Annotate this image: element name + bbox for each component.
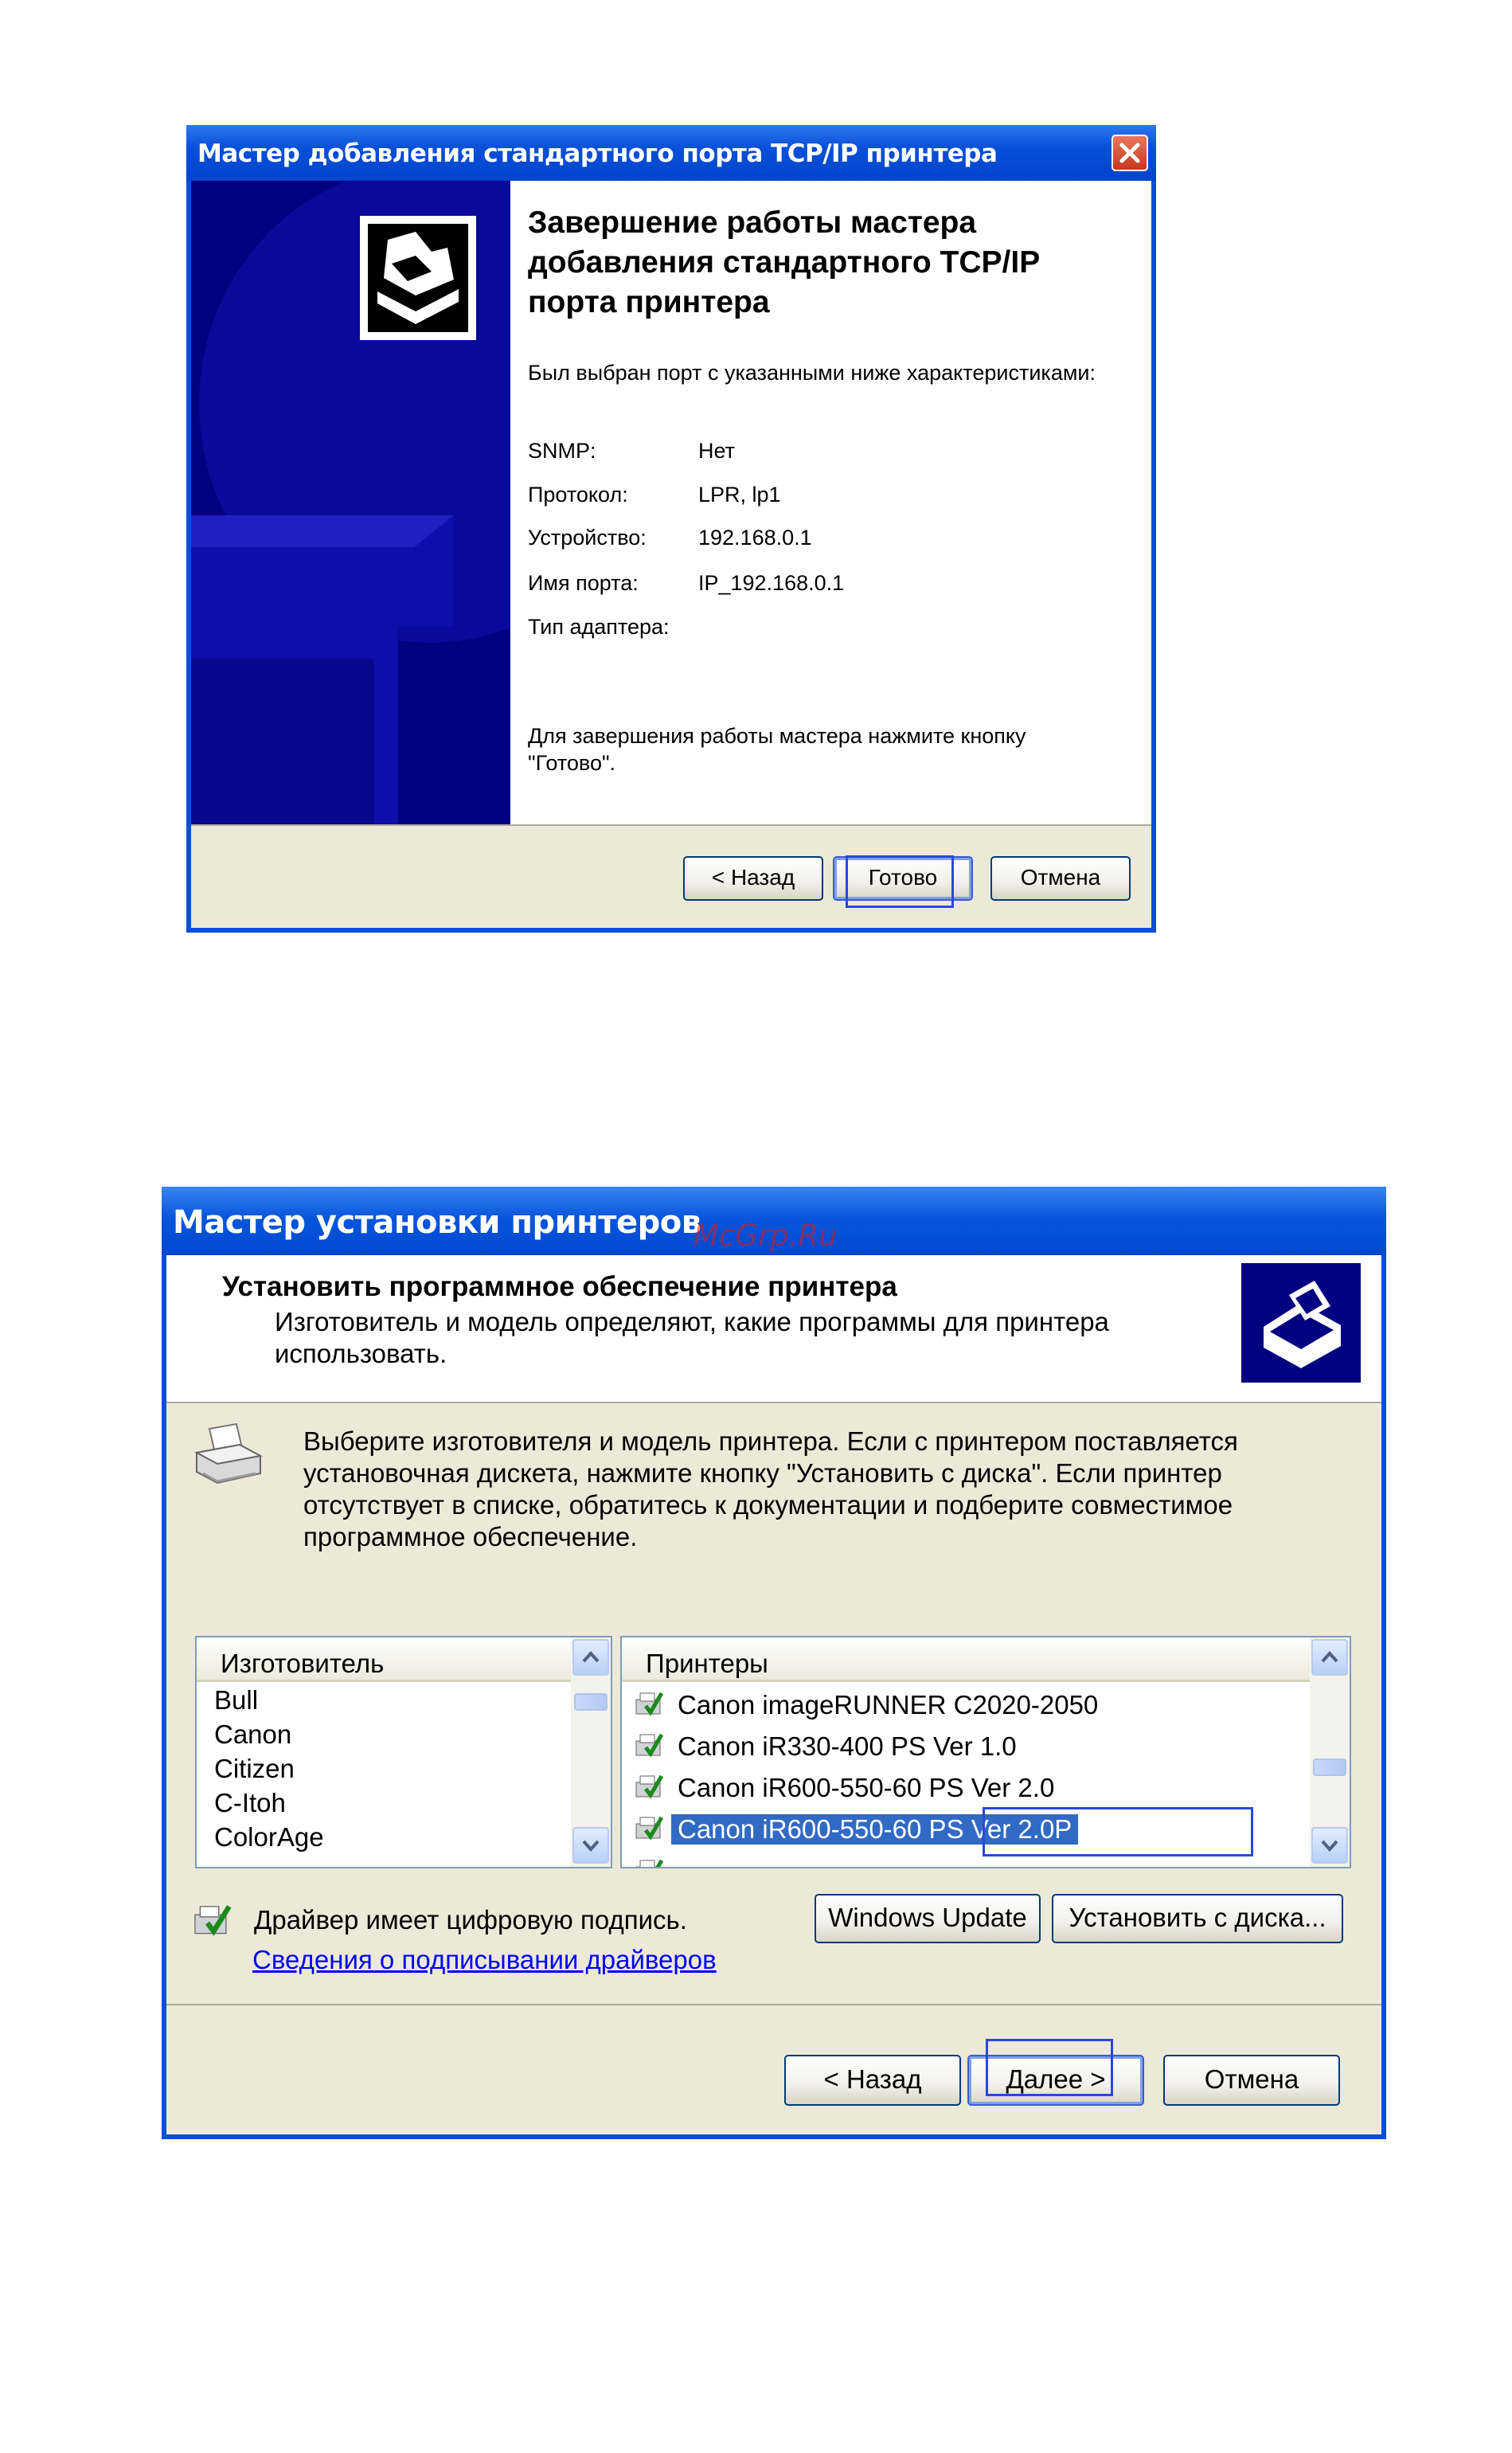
next-button[interactable]: Далее > xyxy=(967,2055,1144,2106)
property-label-port-name: Имя порта: xyxy=(528,571,639,595)
wizard-button-bar xyxy=(191,824,1151,928)
finish-instruction-line: "Готово". xyxy=(528,751,616,775)
title-bar[interactable] xyxy=(186,125,1156,181)
instruction-line: установочная дискета, нажмите кнопку "Установить с диска". Если принтер xyxy=(303,1458,1222,1488)
signed-driver-text: Драйвер имеет цифровую подпись. xyxy=(254,1905,687,1935)
signed-driver-icon xyxy=(633,1688,665,1720)
chevron-down-icon xyxy=(1313,1829,1346,1862)
printer-wizard-icon xyxy=(1241,1263,1361,1383)
printer-icon xyxy=(192,1421,265,1494)
manufacturer-list[interactable] xyxy=(195,1636,612,1868)
property-value-snmp: Нет xyxy=(698,439,735,463)
close-icon[interactable] xyxy=(1112,135,1148,171)
signed-driver-icon xyxy=(633,1730,665,1762)
list-item[interactable]: Bull xyxy=(214,1685,259,1715)
printer-wizard-icon xyxy=(360,216,476,340)
add-printer-wizard-window xyxy=(162,1187,1386,2139)
watermark-text: McGrp.Ru xyxy=(693,1219,838,1253)
list-item[interactable]: C-Itoh xyxy=(214,1788,286,1817)
cancel-button[interactable]: Отмена xyxy=(990,856,1131,901)
printer-name: Canon iR600-550-60 PS Ver 2.0 xyxy=(678,1773,1055,1802)
property-label-protocol: Протокол: xyxy=(528,483,628,507)
tcpip-port-wizard-window xyxy=(186,125,1156,933)
property-value-device: 192.168.0.1 xyxy=(698,526,812,550)
cancel-button[interactable]: Отмена xyxy=(1163,2055,1340,2106)
title-bar[interactable] xyxy=(162,1187,1386,1255)
instruction-line: отсутствует в списке, обратитесь к документации и подберите совместимое xyxy=(303,1490,1233,1520)
scroll-thumb[interactable] xyxy=(1313,1759,1346,1776)
highlight-box xyxy=(986,2039,1113,2096)
property-label-snmp: SNMP: xyxy=(528,439,596,463)
highlight-box xyxy=(983,1807,1253,1856)
highlight-box xyxy=(846,855,954,908)
signed-driver-icon xyxy=(633,1771,665,1803)
heading-line: порта принтера xyxy=(528,285,770,319)
page-heading: Установить программное обеспечение принтера xyxy=(222,1271,897,1302)
list-item[interactable]: ColorAge xyxy=(214,1822,324,1852)
signed-driver-icon xyxy=(633,1856,665,1868)
heading-line: Завершение работы мастера xyxy=(528,205,977,240)
wizard-side-banner xyxy=(191,181,510,824)
have-disk-button[interactable]: Установить с диска... xyxy=(1052,1894,1343,1943)
heading-line: добавления стандартного TCP/IP xyxy=(528,245,1041,280)
manufacturer-column-header[interactable]: Изготовитель xyxy=(197,1637,571,1682)
chevron-up-icon xyxy=(1313,1641,1346,1674)
finish-instruction-line: Для завершения работы мастера нажмите кнопку xyxy=(528,724,1026,748)
scroll-down-button[interactable] xyxy=(1311,1827,1348,1864)
windows-update-button[interactable]: Windows Update xyxy=(815,1894,1041,1943)
instructions xyxy=(303,1426,1238,1553)
subtitle-line: использовать. xyxy=(275,1339,447,1368)
scroll-down-button[interactable] xyxy=(572,1827,609,1864)
window-title: Мастер установки принтеров xyxy=(173,1204,701,1241)
wizard-client-area xyxy=(191,181,1151,928)
chevron-up-icon xyxy=(574,1641,608,1674)
property-value-port-name: IP_192.168.0.1 xyxy=(698,571,845,595)
instruction-line: программное обеспечение. xyxy=(303,1522,638,1551)
scroll-up-button[interactable] xyxy=(1311,1639,1348,1676)
wizard-header xyxy=(166,1255,1381,1403)
scroll-up-button[interactable] xyxy=(572,1639,609,1676)
signed-driver-icon xyxy=(192,1900,233,1942)
window-title: Мастер добавления стандартного порта TCP/IP принтера xyxy=(197,139,998,168)
printer-name: Canon iR330-400 PS Ver 1.0 xyxy=(678,1731,1017,1761)
wizard-content xyxy=(510,181,1151,824)
chevron-down-icon xyxy=(574,1829,608,1862)
signed-driver-icon xyxy=(633,1813,665,1845)
manufacturer-scrollbar[interactable] xyxy=(571,1637,611,1867)
back-button[interactable]: < Назад xyxy=(784,2055,961,2106)
separator xyxy=(166,2004,1381,2005)
page-heading xyxy=(528,203,1040,323)
property-label-adapter-type: Тип адаптера: xyxy=(528,615,670,639)
back-button[interactable]: < Назад xyxy=(683,856,823,901)
wizard-client-area xyxy=(166,1255,1381,2134)
property-label-device: Устройство: xyxy=(528,526,647,550)
driver-signing-link[interactable]: Сведения о подписывании драйверов xyxy=(252,1945,717,1974)
scroll-thumb[interactable] xyxy=(574,1693,608,1711)
printer-name: Canon imageRUNNER C2020-2050 xyxy=(678,1690,1099,1719)
page-subtitle xyxy=(275,1306,1109,1370)
printers-scrollbar[interactable] xyxy=(1310,1637,1350,1867)
printer-name: Canon iR600-550-60 PS Ver 2.0P xyxy=(671,1814,1078,1845)
finish-instruction xyxy=(528,722,1026,777)
list-item[interactable]: Citizen xyxy=(214,1754,295,1783)
list-item[interactable]: Canon xyxy=(214,1719,292,1749)
instruction-line: Выберите изготовителя и модель принтера. Если с принтером поставляется xyxy=(303,1426,1238,1456)
finish-button[interactable]: Готово xyxy=(833,856,973,901)
subtitle-line: Изготовитель и модель определяют, какие программы для принтера xyxy=(275,1307,1109,1336)
property-value-protocol: LPR, lp1 xyxy=(698,483,781,507)
printers-column-header[interactable]: Принтеры xyxy=(622,1637,1310,1682)
summary-intro: Был выбран порт с указанными ниже характеристиками: xyxy=(528,361,1096,385)
